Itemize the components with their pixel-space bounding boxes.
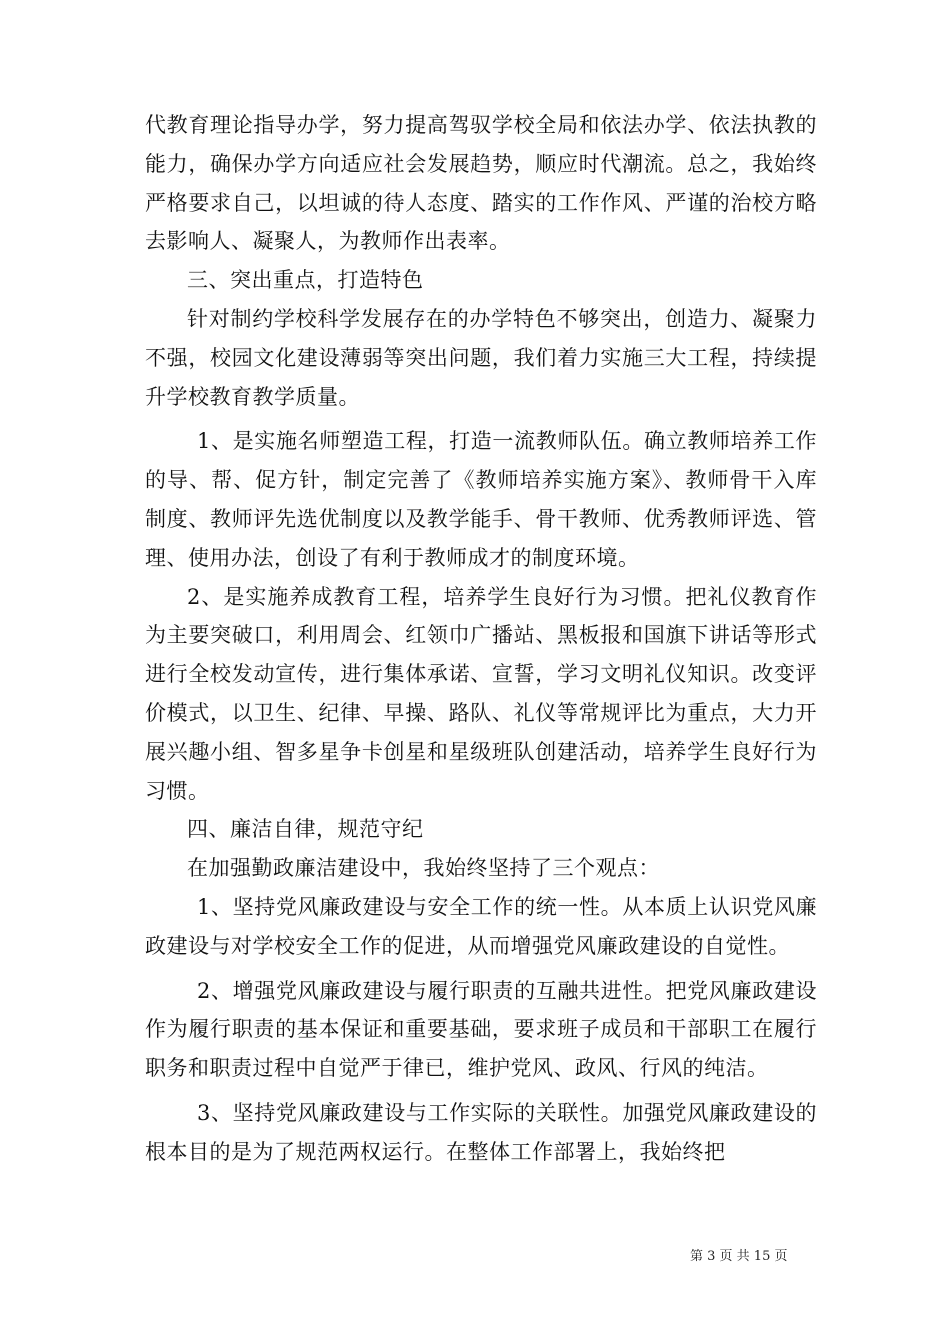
paragraph-continuation: 代教育理论指导办学，努力提高驾驭学校全局和依法办学、依法执教的能力，确保办学方向适应社会发展趋势，顺应时代潮流。总之，我始终严格要求自己，以坦诚的待人态度、踏实的工作作风、严谨的治校方略去影响人、凝聚人，为教师作出表率。	[145, 113, 817, 254]
document-body	[145, 106, 817, 1172]
paragraph-item-1-teachers: 1、是实施名师塑造工程，打造一流教师队伍。确立教师培养工作的导、帮、促方针，制定完善了《教师培养实施方案》、教师骨干入库制度、教师评先选优制度以及教学能手、骨干教师、优秀教师评选、管理、使用办法，创设了有利于教师成才的制度环境。	[145, 429, 817, 570]
paragraph-point-2: 2、增强党风廉政建设与履行职责的互融共进性。把党风廉政建设作为履行职责的基本保证和重要基础，要求班子成员和干部职工在履行职务和职责过程中自觉严于律已，维护党风、政风、行风的纯洁。	[145, 978, 817, 1081]
section-heading-3: 三、突出重点，打造特色	[187, 268, 424, 293]
section-heading-4: 四、廉洁自律，规范守纪	[187, 817, 424, 842]
paragraph-point-1: 1、坚持党风廉政建设与安全工作的统一性。从本质上认识党风廉政建设与对学校安全工作的促进，从而增强党风廉政建设的自觉性。	[145, 894, 817, 958]
paragraph-item-2-students: 2、是实施养成教育工程，培养学生良好行为习惯。把礼仪教育作为主要突破口，利用周会、红领巾广播站、黑板报和国旗下讲话等形式进行全校发动宣传，进行集体承诺、宣誓，学习文明礼仪知识。改变评价模式，以卫生、纪律、早操、路队、礼仪等常规评比为重点，大力开展兴趣小组、智多星争卡创星和星级班队创建活动，培养学生良好行为习惯。	[145, 584, 817, 803]
paragraph-three-points: 在加强勤政廉洁建设中，我始终坚持了三个观点：	[187, 856, 660, 881]
paragraph-intro-projects: 针对制约学校科学发展存在的办学特色不够突出，创造力、凝聚力不强，校园文化建设薄弱等突出问题，我们着力实施三大工程，持续提升学校教育教学质量。	[145, 306, 817, 409]
paragraph-point-3: 3、坚持党风廉政建设与工作实际的关联性。加强党风廉政建设的根本目的是为了规范两权运行。在整体工作部署上，我始终把	[145, 1100, 817, 1164]
page-number: 第 3 页 共 15 页	[690, 1249, 788, 1264]
